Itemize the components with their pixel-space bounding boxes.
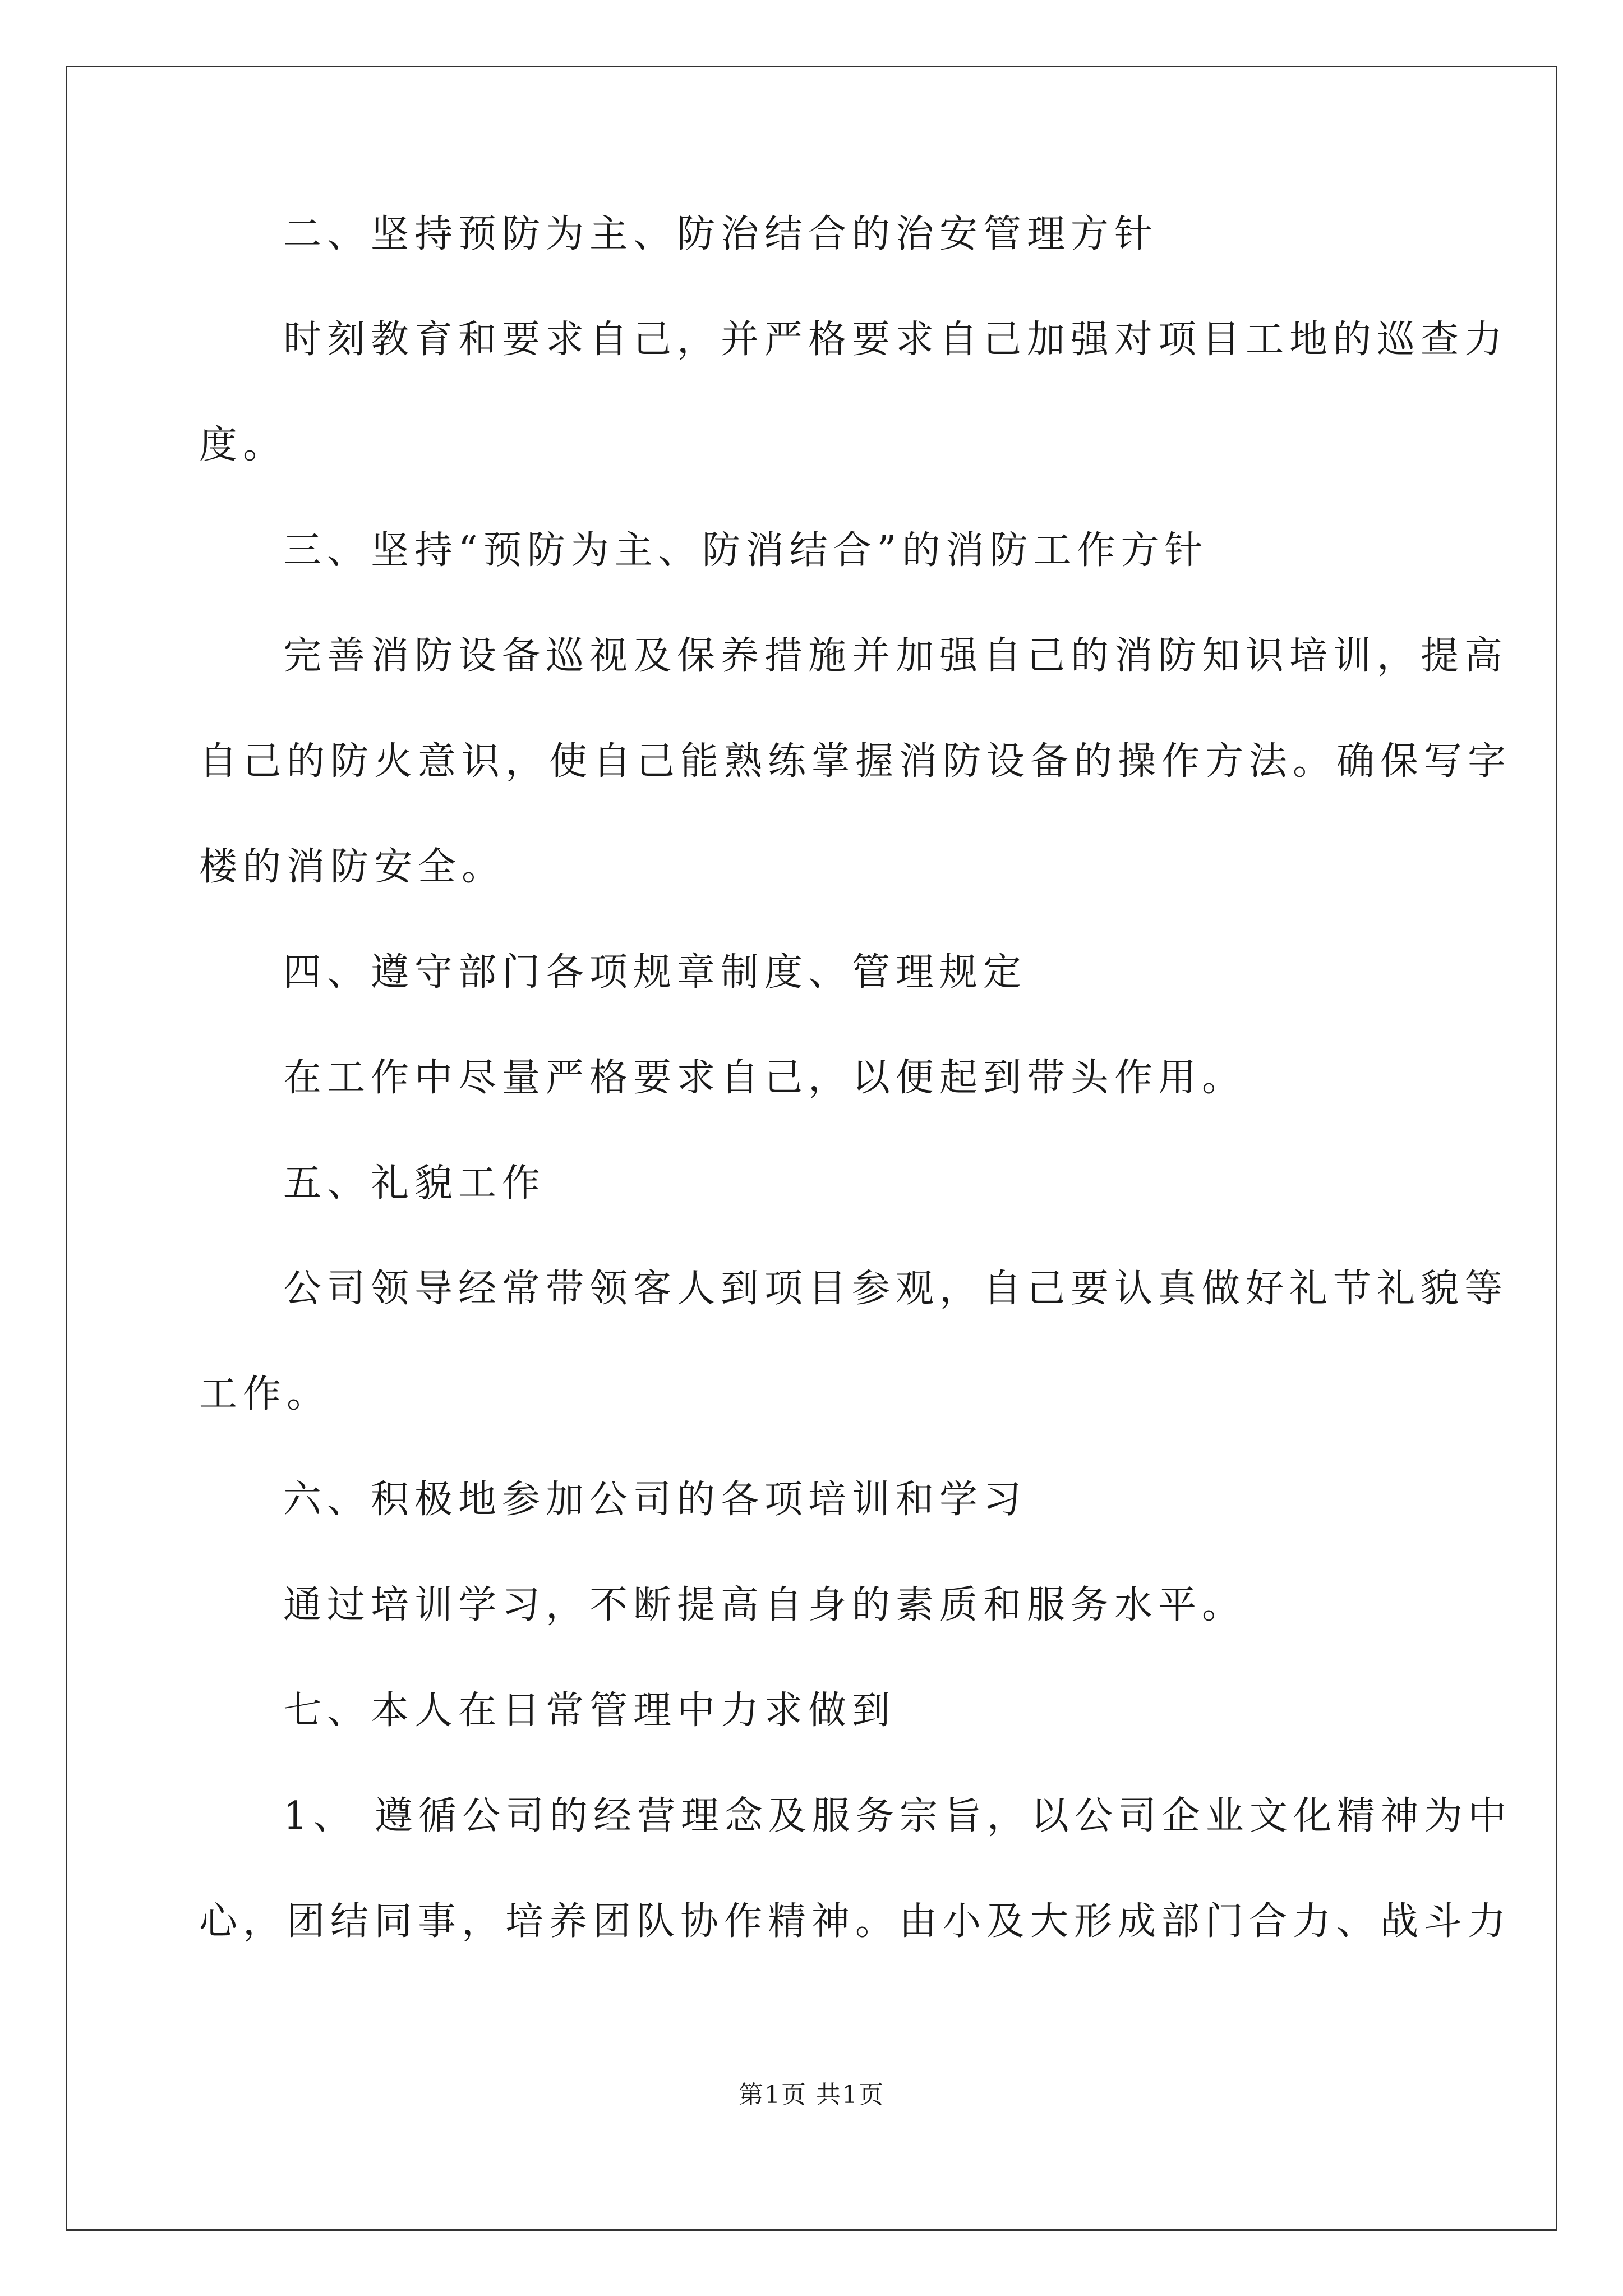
heading-fire-safety bbox=[199, 524, 1424, 578]
paragraph-line: 在工作中尽量严格要求自己，以便起到带头作用。 bbox=[283, 1056, 1246, 1100]
paragraph-line: 七、本人在日常管理中力求做到 bbox=[283, 1688, 896, 1733]
paragraph-line: 四、遵守部门各项规章制度、管理规定 bbox=[283, 950, 1027, 995]
paragraph-line: 二、坚持预防为主、防治结合的治安管理方针 bbox=[283, 212, 1159, 256]
paragraph-line: 自己的防火意识，使自己能熟练掌握消防设备的操作方法。确保写字 bbox=[199, 739, 1512, 784]
paragraph-line: 通过培训学习，不断提高自身的素质和服务水平。 bbox=[283, 1583, 1246, 1627]
document-body bbox=[199, 208, 1512, 1949]
heading-regulations bbox=[199, 946, 1424, 1000]
paragraph-line: 五、礼貌工作 bbox=[283, 1161, 546, 1205]
paragraph-line: 度。 bbox=[199, 423, 287, 467]
paragraph-fire-equipment bbox=[199, 629, 1512, 894]
page-number-footer: 第1页 共1页 bbox=[739, 2081, 884, 2109]
paragraph-line: 楼的消防安全。 bbox=[199, 845, 506, 889]
paragraph-line: 六、积极地参加公司的各项培训和学习 bbox=[283, 1478, 1027, 1522]
paragraph-patrol bbox=[199, 313, 1509, 472]
paragraph-line: 三、坚持“预防为主、防消结合”的消防工作方针 bbox=[283, 528, 1209, 573]
heading-public-security bbox=[199, 208, 1424, 261]
heading-training bbox=[199, 1473, 1424, 1527]
paragraph-line: 时刻教育和要求自己，并严格要求自己加强对项目工地的巡查力 bbox=[283, 318, 1509, 362]
heading-courtesy bbox=[199, 1157, 1424, 1211]
paragraph-training bbox=[199, 1579, 1424, 1632]
paragraph-line: 完善消防设备巡视及保养措施并加强自己的消防知识培训，提高 bbox=[283, 634, 1509, 678]
paragraph-line: 心，团结同事，培养团队协作精神。由小及大形成部门合力、战斗力 bbox=[199, 1899, 1512, 1944]
heading-daily-management bbox=[199, 1684, 1424, 1738]
paragraph-line: 工作。 bbox=[199, 1372, 331, 1416]
paragraph-line: 1、 遵循公司的经营理念及服务宗旨，以公司企业文化精神为中 bbox=[283, 1794, 1512, 1838]
paragraph-courtesy bbox=[199, 1262, 1509, 1421]
paragraph-lead-by-example bbox=[199, 1051, 1424, 1105]
paragraph-line: 公司领导经常带领客人到项目参观，自己要认真做好礼节礼貌等 bbox=[283, 1267, 1509, 1311]
paragraph-item-1 bbox=[199, 1789, 1512, 1949]
